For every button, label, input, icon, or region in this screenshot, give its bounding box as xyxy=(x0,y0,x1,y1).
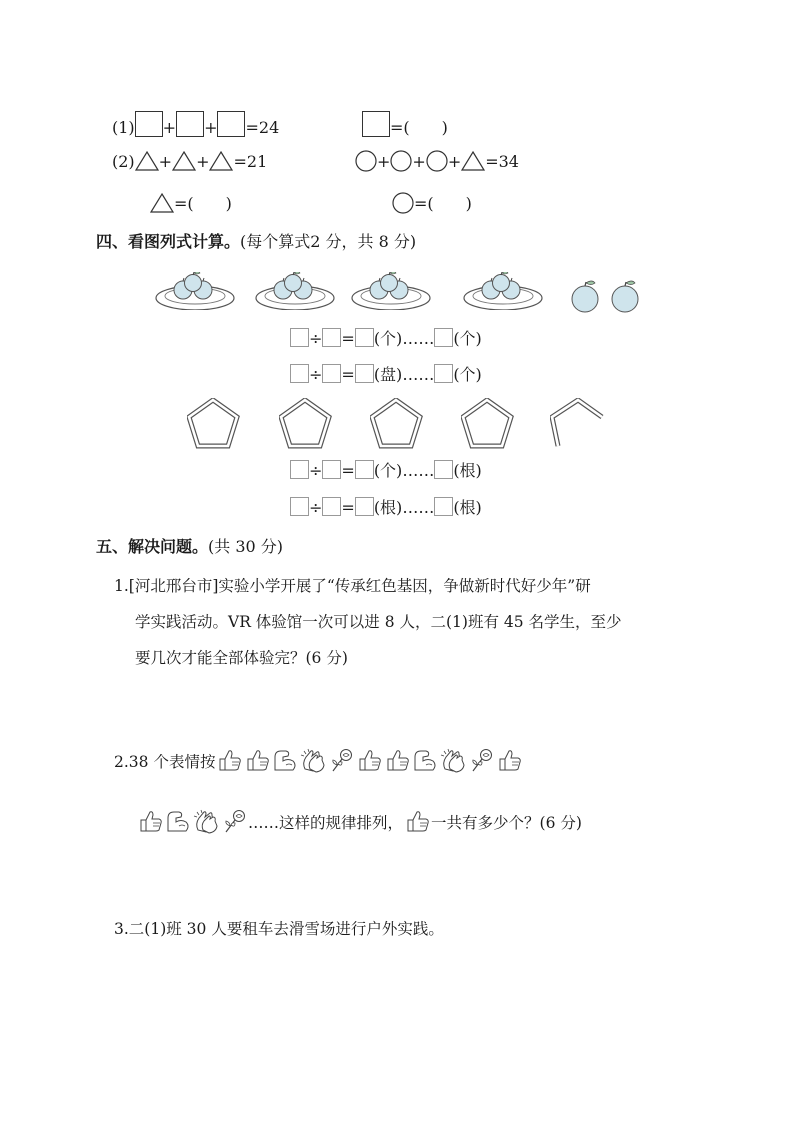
question-1 xyxy=(114,568,622,676)
question-1-line-2: 学实践活动。VR 体验馆一次可以进 8 人，二(1)班有 45 名学生，至少 xyxy=(135,613,622,631)
section-5-title: 五、解决问题。 xyxy=(96,537,209,556)
triangle-icon xyxy=(172,150,196,172)
question-2-middle: ……这样的规律排列， xyxy=(248,814,404,832)
apple-plate-icon xyxy=(255,272,337,310)
unit-label: (根) xyxy=(453,461,482,480)
problem-2-result-b: =34 xyxy=(485,152,519,171)
square-icon xyxy=(135,111,163,137)
thumbs-up-icon xyxy=(383,747,411,773)
problem-2-equation-b: + + + =34 xyxy=(355,150,519,172)
apple-plate-icon xyxy=(351,272,433,310)
square-icon xyxy=(176,111,204,137)
equation-sticks-1: ÷ = (个)…… (根) xyxy=(290,458,482,481)
blank-box xyxy=(290,497,309,516)
section-5-heading xyxy=(96,534,283,557)
question-3: 3.二(1)班 30 人要租车去滑雪场进行户外实践。 xyxy=(114,920,444,938)
problem-1-equation: (1) + + =24 xyxy=(112,111,279,137)
triangle-icon xyxy=(461,150,485,172)
blank-box xyxy=(322,497,341,516)
pentagon-sticks-icon xyxy=(187,398,241,450)
clapping-hands-icon xyxy=(299,747,327,773)
thumbs-up-icon xyxy=(136,808,164,834)
thumbs-up-icon xyxy=(243,747,271,773)
rose-icon xyxy=(467,747,495,773)
ellipsis: …… xyxy=(402,365,435,384)
circle-icon xyxy=(392,192,414,214)
unit-label: (盘) xyxy=(373,365,403,384)
apple-plate-icon xyxy=(155,272,237,310)
circle-icon xyxy=(355,150,377,172)
triangle-icon xyxy=(209,150,233,172)
ellipsis: …… xyxy=(402,329,435,348)
blank-box xyxy=(434,328,453,347)
apple-icon xyxy=(570,279,600,313)
flex-arm-icon xyxy=(271,747,299,773)
unit-label: (个) xyxy=(373,461,403,480)
blank-box xyxy=(322,460,341,479)
question-1-line-3: 要几次才能全部体验完？(6 分) xyxy=(135,649,348,667)
unit-label: (个) xyxy=(373,329,403,348)
unit-label: (个) xyxy=(453,365,482,384)
unit-label: (根) xyxy=(453,498,482,517)
thumbs-up-icon xyxy=(495,747,523,773)
unit-label: (个) xyxy=(453,329,482,348)
question-2-prefix: 2.38 个表情按 xyxy=(114,753,216,771)
pentagon-sticks-icon xyxy=(461,398,515,450)
ellipsis: …… xyxy=(402,461,435,480)
thumbs-up-icon xyxy=(215,747,243,773)
square-icon xyxy=(362,111,390,137)
partial-sticks-icon xyxy=(550,398,606,450)
triangle-icon xyxy=(135,150,159,172)
equation-apples-2: ÷ = (盘)…… (个) xyxy=(290,362,482,385)
blank-box xyxy=(322,364,341,383)
question-2-end: 一共有多少个？(6 分) xyxy=(431,814,582,832)
circle-icon xyxy=(426,150,448,172)
answer-blank: =( ) xyxy=(390,118,448,137)
blank-box xyxy=(290,328,309,347)
blank-box xyxy=(434,460,453,479)
apple-icon xyxy=(610,279,640,313)
blank-box xyxy=(434,364,453,383)
blank-box xyxy=(434,497,453,516)
section-4-score: (每个算式2 分，共 8 分) xyxy=(240,232,417,251)
thumbs-up-icon xyxy=(403,808,431,834)
clapping-hands-icon xyxy=(439,747,467,773)
thumbs-up-icon xyxy=(355,747,383,773)
triangle-icon xyxy=(150,192,174,214)
pentagon-sticks-icon xyxy=(279,398,333,450)
question-1-line-1: 1.[河北邢台市]实验小学开展了“传承红色基因，争做新时代好少年”研 xyxy=(114,577,591,595)
problem-2-number: (2) xyxy=(112,152,135,171)
blank-box xyxy=(290,364,309,383)
blank-box xyxy=(290,460,309,479)
flex-arm-icon xyxy=(411,747,439,773)
question-2-line-1 xyxy=(114,747,523,773)
section-5-score: (共 30 分) xyxy=(208,537,284,556)
circle-icon xyxy=(390,150,412,172)
equation-apples-1: ÷ = (个)…… (个) xyxy=(290,326,482,349)
problem-1-result: =24 xyxy=(245,118,280,137)
problem-1-answer xyxy=(362,111,448,138)
section-4-title: 四、看图列式计算。 xyxy=(96,232,241,251)
square-icon xyxy=(217,111,245,137)
circle-answer xyxy=(392,191,472,214)
rose-icon xyxy=(327,747,355,773)
rose-icon xyxy=(220,808,248,834)
blank-box xyxy=(355,497,374,516)
ellipsis: …… xyxy=(402,498,435,517)
blank-box xyxy=(355,460,374,479)
section-4-heading xyxy=(96,229,416,252)
apple-plate-icon xyxy=(463,272,545,310)
flex-arm-icon xyxy=(164,808,192,834)
question-2-line-2 xyxy=(136,808,582,834)
blank-box xyxy=(355,364,374,383)
blank-box xyxy=(355,328,374,347)
problem-2-result: =21 xyxy=(233,152,268,171)
answer-blank: =( ) xyxy=(174,194,232,213)
problem-1-number: (1) xyxy=(112,118,135,137)
answer-blank: =( ) xyxy=(414,194,472,213)
blank-box xyxy=(322,328,341,347)
unit-label: (根) xyxy=(373,498,403,517)
clapping-hands-icon xyxy=(192,808,220,834)
problem-2-equation: (2) + + =21 xyxy=(112,152,268,171)
equation-sticks-2: ÷ = (根)…… (根) xyxy=(290,495,482,518)
pentagon-sticks-icon xyxy=(370,398,424,450)
triangle-answer xyxy=(150,191,232,214)
